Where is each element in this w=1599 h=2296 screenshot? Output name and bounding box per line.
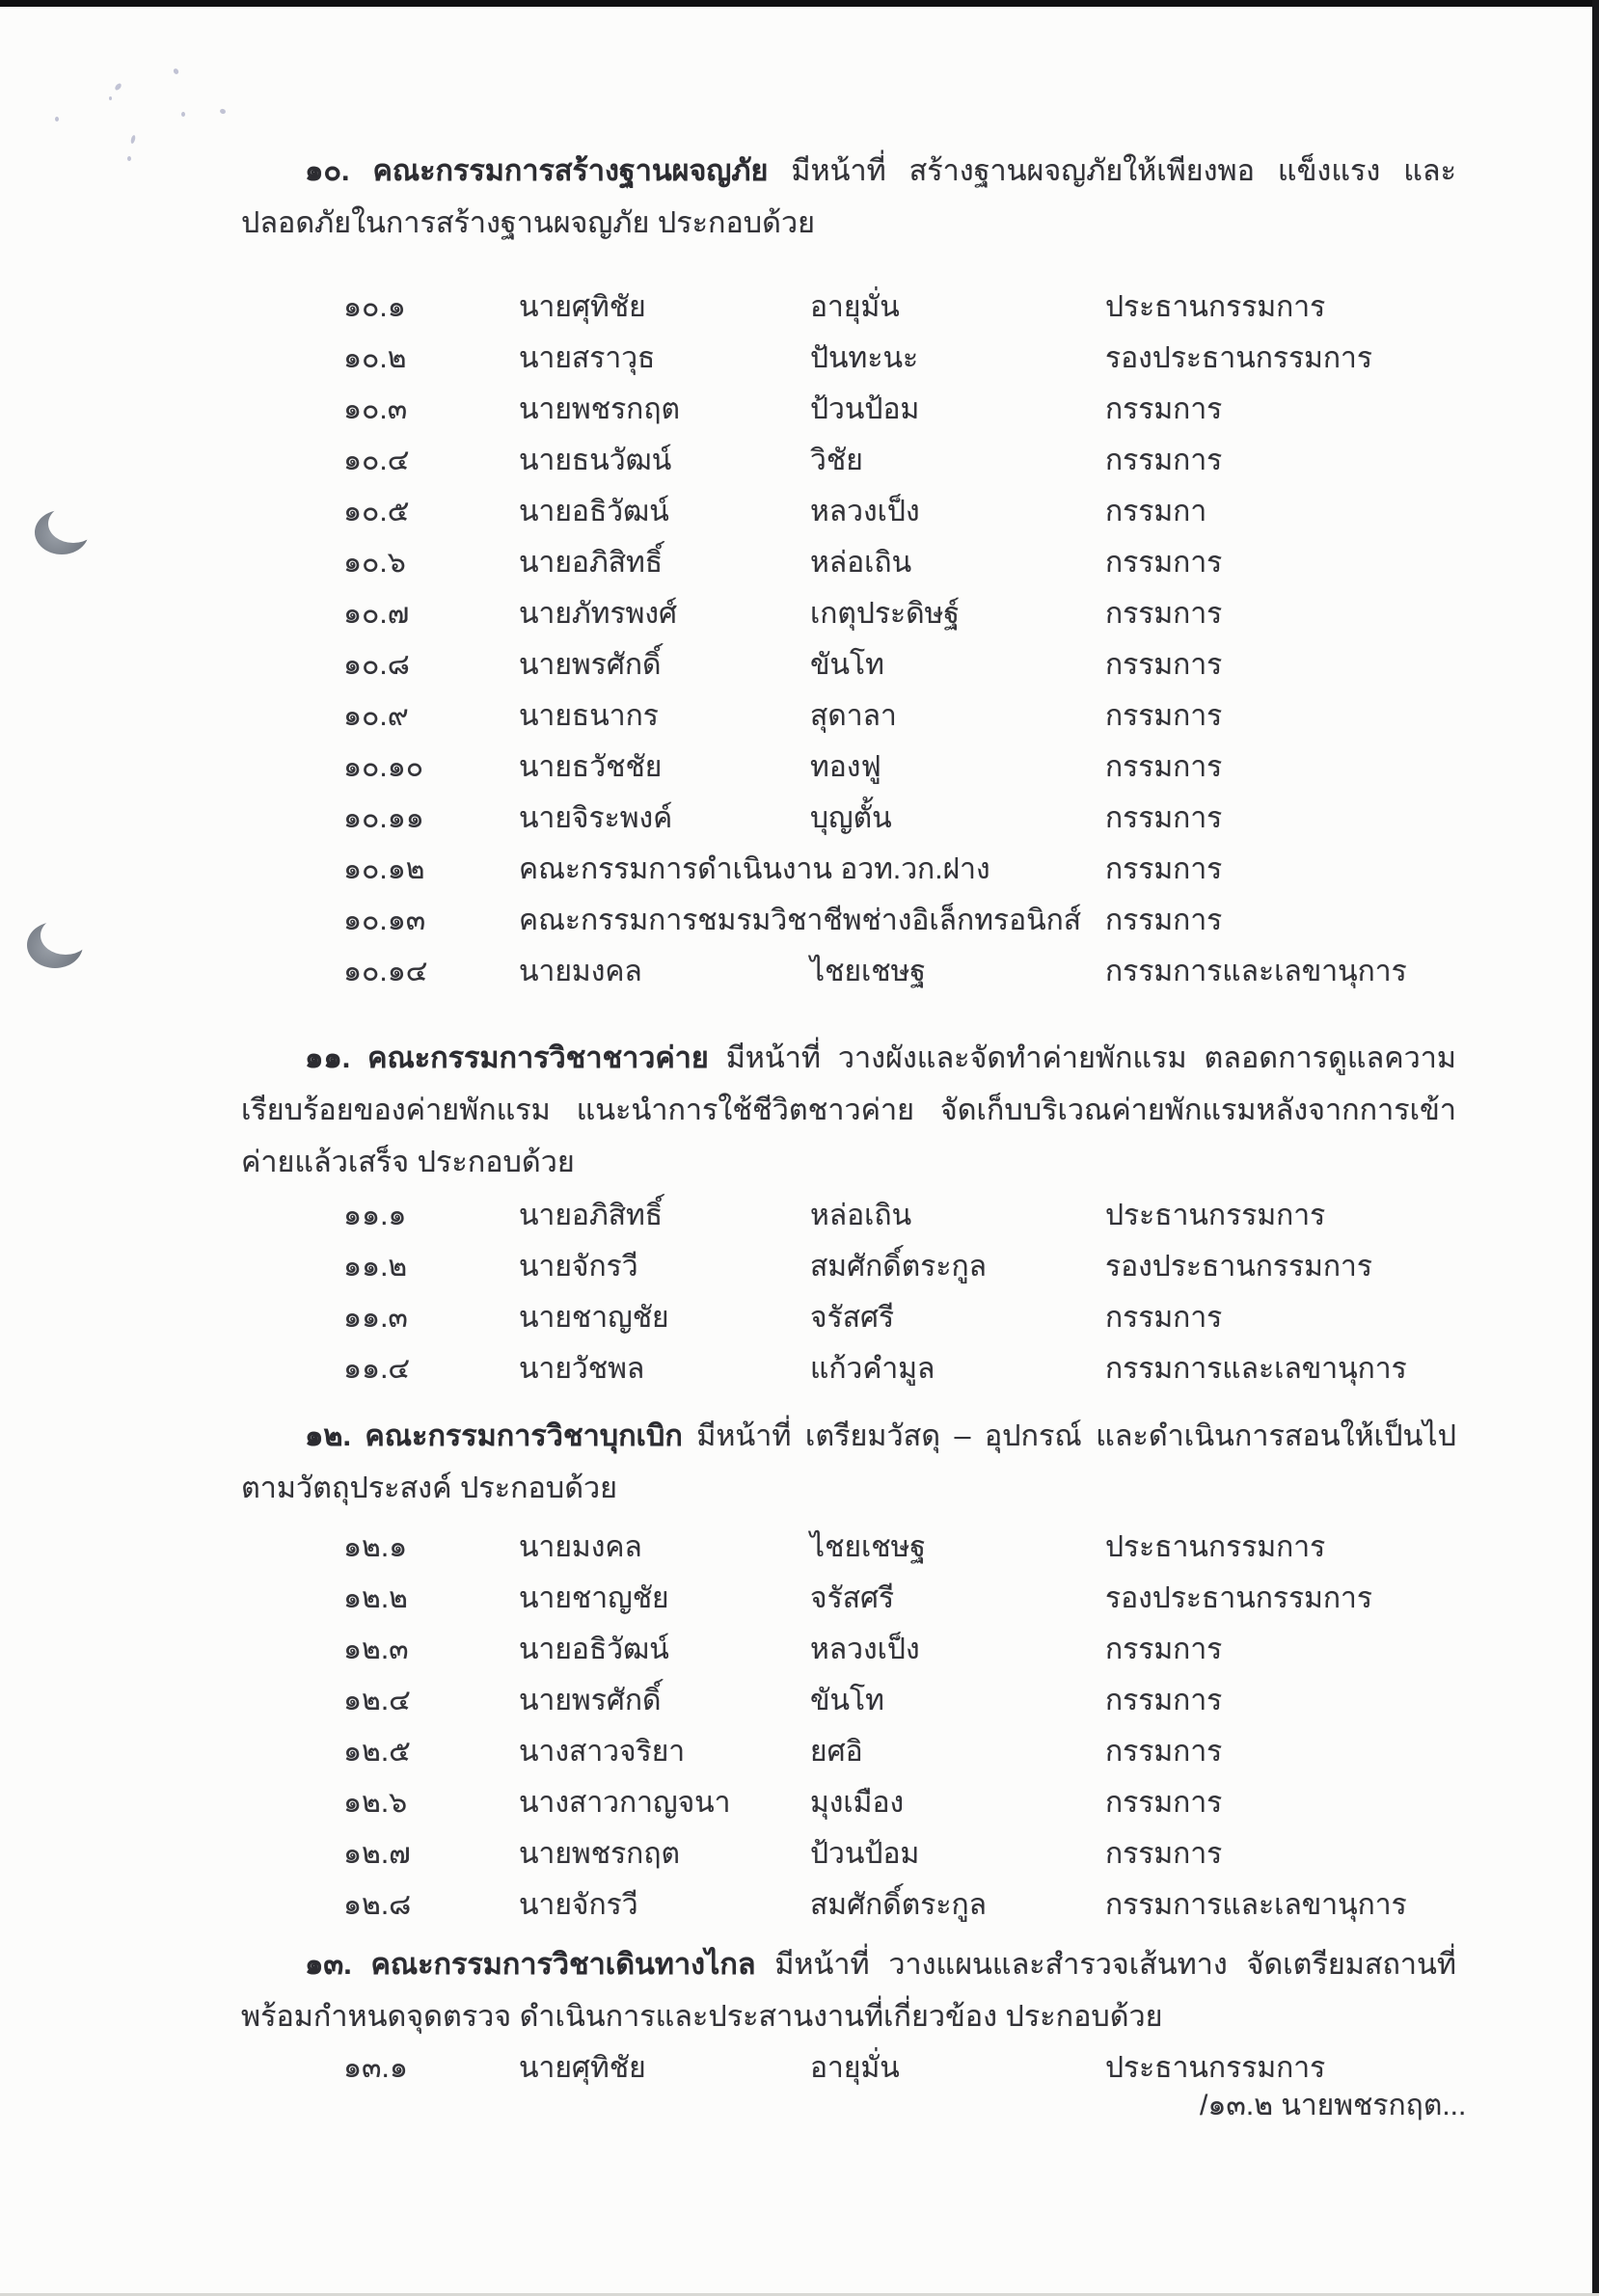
member-name: นายศุทิชัย (519, 2052, 646, 2084)
member-role: กรรมการ (1105, 751, 1223, 783)
member-number: ๑๐.๕ (343, 496, 410, 527)
member-name: นายธนากร (519, 700, 659, 732)
member-number: ๑๒.๘ (343, 1889, 412, 1921)
member-name: นายจิระพงค์ (519, 802, 673, 834)
member-number: ๑๐.๓ (343, 393, 408, 425)
member-row (343, 1573, 1541, 1624)
member-surname: อายุมั่น (810, 2052, 900, 2084)
member-number: ๑๐.๑๒ (343, 853, 425, 885)
member-role: กรรมการ (1105, 1634, 1223, 1665)
member-name: นายพชรกฤต (519, 1838, 680, 1870)
member-row (343, 486, 1541, 537)
member-role: ประธานกรรมการ (1105, 1531, 1326, 1563)
member-row (343, 1292, 1541, 1343)
committee-section (0, 1032, 1599, 1394)
member-row (343, 435, 1541, 486)
member-surname: จรัสศรี (810, 1302, 895, 1334)
section-heading (241, 1938, 1456, 2042)
member-surname: ขันโท (810, 649, 884, 681)
member-name: คณะกรรมการชมรมวิชาชีพช่างอิเล็กทรอนิกส์ (519, 905, 1082, 936)
member-row (343, 1726, 1541, 1777)
member-row (343, 1343, 1541, 1394)
member-surname: สุดาลา (810, 700, 897, 732)
member-number: ๑๓.๑ (343, 2052, 408, 2084)
member-row (343, 1879, 1541, 1931)
member-name: คณะกรรมการดำเนินงาน อวท.วก.ฝาง (519, 853, 990, 885)
member-name: นายอภิสิทธิ์ (519, 1200, 664, 1231)
member-role: ประธานกรรมการ (1105, 2052, 1326, 2084)
member-role: กรรมการ (1105, 547, 1223, 579)
member-role: รองประธานกรรมการ (1105, 1251, 1373, 1283)
committee-section (0, 145, 1599, 997)
member-name: นายอธิวัฒน์ (519, 1634, 669, 1665)
section-title: ๑๒. คณะกรรมการวิชาบุกเบิก (305, 1419, 683, 1452)
member-surname: เกตุประดิษฐ์ (810, 598, 960, 630)
member-name: นายอธิวัฒน์ (519, 496, 669, 527)
member-surname: ไชยเชษฐ (810, 1531, 926, 1563)
member-name: นางสาวกาญจนา (519, 1787, 731, 1819)
member-number: ๑๑.๔ (343, 1353, 411, 1385)
member-list (0, 1190, 1599, 1394)
member-name: นายธนวัฒน์ (519, 445, 672, 476)
member-number: ๑๐.๙ (343, 700, 409, 732)
member-role: ประธานกรรมการ (1105, 291, 1326, 323)
member-role: กรรมการ (1105, 649, 1223, 681)
section-heading (241, 1032, 1456, 1188)
section-title: ๑๐. คณะกรรมการสร้างฐานผจญภัย (305, 154, 769, 187)
member-surname: แก้วคำมูล (810, 1353, 935, 1385)
member-row (343, 333, 1541, 384)
member-number: ๑๒.๒ (343, 1582, 408, 1614)
member-role: กรรมการและเลขานุการ (1105, 1353, 1407, 1385)
member-role: กรรมการ (1105, 1838, 1223, 1870)
member-row (343, 742, 1541, 793)
member-row (343, 1190, 1541, 1241)
member-name: นายพรศักดิ์ (519, 649, 662, 681)
member-role: กรรมการ (1105, 1736, 1223, 1768)
member-row (343, 1522, 1541, 1573)
member-role: กรรมการและเลขานุการ (1105, 1889, 1407, 1921)
section-description: มีหน้าที่ วางแผนและสำรวจเส้นทาง จัดเตรียมสถานที่ พร้อมกำหนดจุดตรวจ ดำเนินการและประสานงานที่เกี่ยวข้อง ประกอบด้วย (241, 1948, 1456, 2033)
member-row (343, 537, 1541, 588)
member-role: กรรมการ (1105, 1787, 1223, 1819)
member-role: กรรมกา (1105, 496, 1207, 527)
member-row (343, 690, 1541, 742)
member-number: ๑๐.๑๓ (343, 905, 426, 936)
member-number: ๑๐.๑ (343, 291, 406, 323)
member-name: นางสาวจริยา (519, 1736, 686, 1768)
member-surname: หลวงเป็ง (810, 1634, 920, 1665)
member-surname: บุญตั้น (810, 802, 892, 834)
member-name: นายชาญชัย (519, 1302, 669, 1334)
member-number: ๑๐.๔ (343, 445, 410, 476)
member-number: ๑๒.๕ (343, 1736, 411, 1768)
member-row (343, 639, 1541, 690)
member-name: นายมงคล (519, 1531, 642, 1563)
member-surname: ป้วนป้อม (810, 1838, 920, 1870)
member-number: ๑๐.๑๐ (343, 751, 424, 783)
member-role: กรรมการ (1105, 598, 1223, 630)
member-number: ๑๒.๓ (343, 1634, 409, 1665)
member-role: กรรมการ (1105, 1302, 1223, 1334)
member-row (343, 384, 1541, 435)
continuation-note: /๑๓.๒ นายพชรกฤต... (1200, 2090, 1467, 2121)
member-name: นายอภิสิทธิ์ (519, 547, 664, 579)
member-name: นายพชรกฤต (519, 393, 680, 425)
member-surname: จรัสศรี (810, 1582, 895, 1614)
member-surname: หล่อเถิน (810, 547, 912, 579)
member-number: ๑๐.๒ (343, 342, 407, 374)
member-row (343, 844, 1541, 895)
member-name: นายพรศักดิ์ (519, 1685, 662, 1716)
section-heading (241, 1410, 1456, 1514)
member-surname: ยศอิ (810, 1736, 863, 1768)
member-name: นายจักรวี (519, 1251, 638, 1283)
member-name: นายมงคล (519, 956, 642, 987)
member-row (343, 1828, 1541, 1879)
member-number: ๑๑.๓ (343, 1302, 408, 1334)
member-row (343, 895, 1541, 946)
member-surname: มุงเมือง (810, 1787, 905, 1819)
member-surname: ทองฟู (810, 751, 881, 783)
member-surname: หลวงเป็ง (810, 496, 920, 527)
member-role: กรรมการ (1105, 700, 1223, 732)
member-row (343, 946, 1541, 997)
section-heading (241, 145, 1456, 249)
member-number: ๑๐.๑๔ (343, 956, 428, 987)
member-surname: วิชัย (810, 445, 863, 476)
member-number: ๑๒.๖ (343, 1787, 408, 1819)
member-list (0, 1522, 1599, 1931)
committee-section (0, 1938, 1599, 2093)
member-number: ๑๒.๔ (343, 1685, 411, 1716)
member-row (343, 282, 1541, 333)
member-number: ๑๐.๑๑ (343, 802, 424, 834)
member-row (343, 1777, 1541, 1828)
member-row (343, 793, 1541, 844)
member-surname: ขันโท (810, 1685, 884, 1716)
member-name: นายภัทรพงศ์ (519, 598, 678, 630)
member-row (343, 588, 1541, 639)
section-title: ๑๓. คณะกรรมการวิชาเดินทางไกล (305, 1948, 756, 1981)
section-title: ๑๑. คณะกรรมการวิชาชาวค่าย (305, 1041, 709, 1074)
member-surname: หล่อเถิน (810, 1200, 912, 1231)
member-role: กรรมการ (1105, 1685, 1223, 1716)
member-role: กรรมการและเลขานุการ (1105, 956, 1407, 987)
section-description: มีหน้าที่ สร้างฐานผจญภัยให้เพียงพอ แข็งแรง และปลอดภัยในการสร้างฐานผจญภัย ประกอบด้วย (241, 154, 1456, 239)
member-row (343, 1241, 1541, 1292)
member-role: กรรมการ (1105, 853, 1223, 885)
member-surname: สมศักดิ์ตระกูล (810, 1889, 988, 1921)
member-number: ๑๐.๖ (343, 547, 406, 579)
member-number: ๑๑.๒ (343, 1251, 408, 1283)
member-surname: ปันทะนะ (810, 342, 919, 374)
member-number: ๑๒.๗ (343, 1838, 411, 1870)
member-role: รองประธานกรรมการ (1105, 342, 1373, 374)
member-number: ๑๐.๗ (343, 598, 410, 630)
member-surname: ป้วนป้อม (810, 393, 920, 425)
member-name: นายชาญชัย (519, 1582, 669, 1614)
member-role: กรรมการ (1105, 802, 1223, 834)
member-name: นายธวัชชัย (519, 751, 663, 783)
committee-section (0, 1410, 1599, 1931)
member-role: รองประธานกรรมการ (1105, 1582, 1373, 1614)
member-number: ๑๑.๑ (343, 1200, 407, 1231)
member-name: นายวัชพล (519, 1353, 645, 1385)
member-name: นายศุทิชัย (519, 291, 646, 323)
member-row (343, 1624, 1541, 1675)
member-list (0, 282, 1599, 997)
member-name: นายจักรวี (519, 1889, 638, 1921)
member-role: กรรมการ (1105, 393, 1223, 425)
member-name: นายสราวุธ (519, 342, 656, 374)
member-role: ประธานกรรมการ (1105, 1200, 1326, 1231)
member-role: กรรมการ (1105, 445, 1223, 476)
member-number: ๑๒.๑ (343, 1531, 408, 1563)
section-description: มีหน้าที่ เตรียมวัสดุ – อุปกรณ์ และดำเนินการสอนให้เป็นไปตามวัตถุประสงค์ ประกอบด้วย (241, 1419, 1456, 1504)
member-surname: ไชยเชษฐ (810, 956, 926, 987)
member-surname: สมศักดิ์ตระกูล (810, 1251, 988, 1283)
member-surname: อายุมั่น (810, 291, 900, 323)
member-row (343, 1675, 1541, 1726)
member-role: กรรมการ (1105, 905, 1223, 936)
member-number: ๑๐.๘ (343, 649, 410, 681)
section-description: มีหน้าที่ วางผังและจัดทำค่ายพักแรม ตลอดการดูแลความเรียบร้อยของค่ายพักแรม แนะนำการใช้ชีวิตชาวค่าย จัดเก็บบริเวณค่ายพักแรมหลังจากการเข้าค่ายแล้วเสร็จ ประกอบด้วย (241, 1041, 1456, 1178)
